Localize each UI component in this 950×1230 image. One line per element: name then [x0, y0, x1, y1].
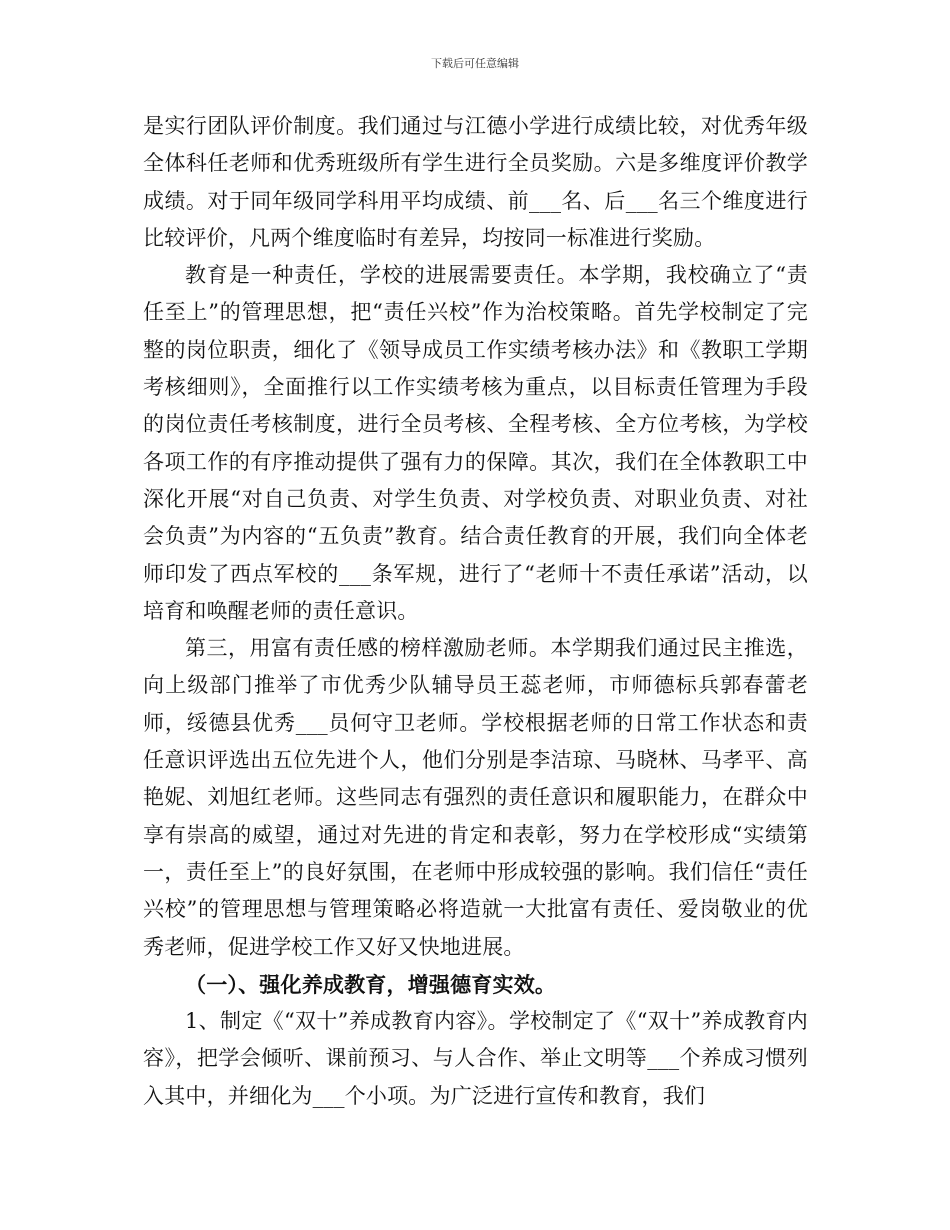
page-header-note: 下载后可任意编辑	[431, 57, 519, 70]
paragraph-2: 教育是一种责任，学校的进展需要责任。本学期，我校确立了“责任至上”的管理思想，把“责任兴校”作为治校策略。首先学校制定了完整的岗位职责，细化了《领导成员工作实绩考核办法》和《教职工学期考核细则》，全面推行以工作实绩考核为重点，以目标责任管理为手段的岗位责任考核制度，进行全员考核、全程考核、全方位考核，为学校各项工作的有序推动提供了强有力的保障。其次，我们在全体教职工中深化开展“对自己负责、对学生负责、对学校负责、对职业负责、对社会负责”为内容的“五负责”教育。结合责任教育的开展，我们向全体老师印发了西点军校的___条军规，进行了“老师十不责任承诺”活动，以培育和唤醒老师的责任意识。	[143, 263, 808, 623]
paragraph-4: 1、制定《“双十”养成教育内容》。学校制定了《“双十”养成教育内容》，把学会倾听、课前预习、与人合作、举止文明等___个养成习惯列入其中，并细化为___个小项。为广泛进行宣传和教育，我们	[143, 1009, 808, 1108]
section-heading: （一）、强化养成教育，增强德育实效。	[185, 971, 557, 997]
paragraph-1: 是实行团队评价制度。我们通过与江德小学进行成绩比较，对优秀年级全体科任老师和优秀班级所有学生进行全员奖励。六是多维度评价教学成绩。对于同年级同学科用平均成绩、前___名、后___名三个维度进行比较评价，凡两个维度临时有差异，均按同一标准进行奖励。	[143, 114, 808, 250]
document-body	[143, 108, 808, 1115]
paragraph-3: 第三，用富有责任感的榜样激励老师。本学期我们通过民主推选，向上级部门推举了市优秀少队辅导员王蕊老师，市师德标兵郭春蕾老师，绥德县优秀___员何守卫老师。学校根据老师的日常工作状态和责任意识评选出五位先进个人，他们分别是李洁琼、马晓林、马孝平、高艳妮、刘旭红老师。这些同志有强烈的责任意识和履职能力，在群众中享有崇高的威望，通过对先进的肯定和表彰，努力在学校形成“实绩第一，责任至上”的良好氛围，在老师中形成较强的影响。我们信任“责任兴校”的管理思想与管理策略必将造就一大批富有责任、爱岗敬业的优秀老师，促进学校工作又好又快地进展。	[143, 636, 808, 959]
